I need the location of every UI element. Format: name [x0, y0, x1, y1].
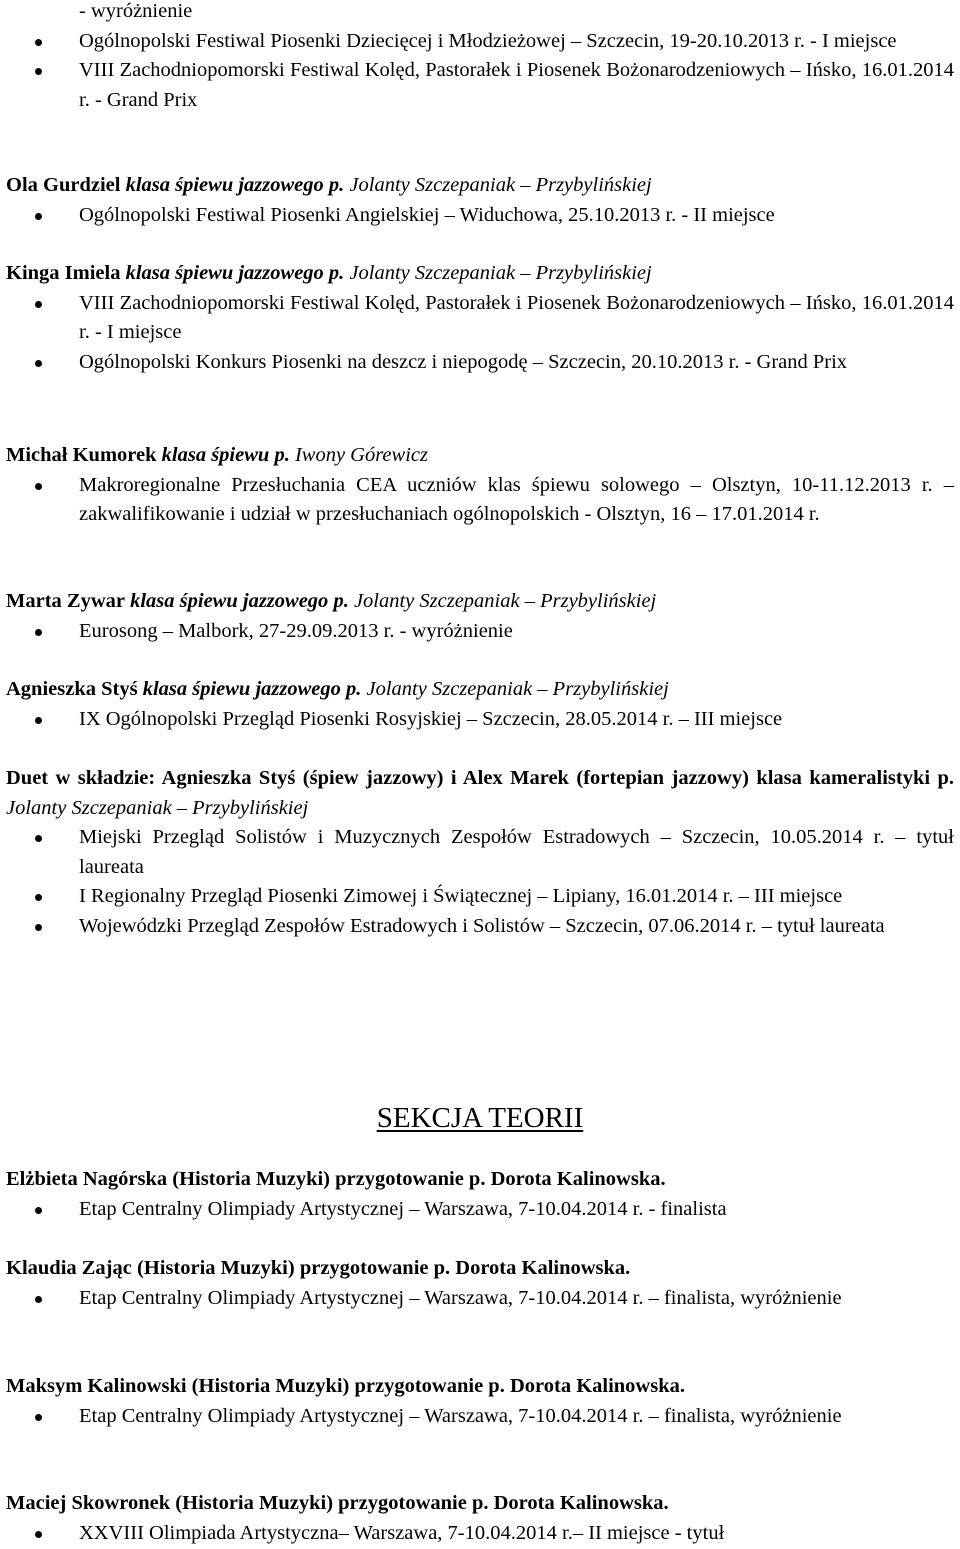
student-heading [6, 259, 954, 289]
student-name: Agnieszka Styś [6, 678, 138, 700]
section-title: SEKCJA TEORII [376, 1102, 584, 1134]
theory-heading-text: Maksym Kalinowski (Historia Muzyki) przygotowanie p. Dorota Kalinowska. [6, 1375, 685, 1397]
list-item: XXVIII Olimpiada Artystyczna– Warszawa, 7-10.04.2014 r.– II miejsce - tytuł [6, 1519, 954, 1549]
achievement-list [6, 0, 954, 115]
teacher-prefix: p. [333, 590, 349, 612]
student-heading [6, 675, 954, 705]
list-item: Makroregionalne Przesłuchania CEA uczniów klas śpiewu solowego – Olsztyn, 10-11.12.2013 r. – zakwalifikowanie i udział w przesłuchaniach ogólnopolskich - Olsztyn, 16 – 17.01.2014 r. [6, 471, 954, 530]
theory-heading-text: Maciej Skowronek (Historia Muzyki) przygotowanie p. Dorota Kalinowska. [6, 1492, 669, 1514]
achievement-list [6, 1195, 954, 1225]
achievement-block [6, 675, 954, 734]
duet-title: Duet w składzie: Agnieszka Styś (śpiew jazzowy) i Alex Marek (fortepian jazzowy) klasa kameralistyki [6, 767, 931, 789]
achievement-block [6, 259, 954, 377]
teacher-prefix: p. [346, 678, 362, 700]
achievement-block [6, 441, 954, 530]
teacher-prefix: p. [328, 174, 345, 196]
student-name: Michał Kumorek [6, 444, 157, 466]
duet-heading [6, 764, 954, 823]
theory-heading [6, 1489, 954, 1519]
list-item: I Regionalny Przegląd Piosenki Zimowej i Świątecznej – Lipiany, 16.01.2014 r. – III miejsce [6, 882, 954, 912]
theory-block [6, 1372, 954, 1431]
achievement-list [6, 617, 954, 647]
achievement-list [6, 289, 954, 378]
theory-block [6, 1489, 954, 1548]
list-item: Miejski Przegląd Solistów i Muzycznych Zespołów Estradowych – Szczecin, 10.05.2014 r. – tytuł laureata [6, 823, 954, 882]
theory-heading [6, 1165, 954, 1195]
student-heading [6, 587, 954, 617]
teacher-name: Iwony Górewicz [294, 444, 428, 466]
class-name: klasa śpiewu jazzowego [142, 678, 341, 700]
class-name: klasa śpiewu [161, 444, 270, 466]
list-item: Etap Centralny Olimpiady Artystycznej – Warszawa, 7-10.04.2014 r. – finalista, wyróżnienie [6, 1284, 954, 1314]
list-item: - wyróżnienie [79, 0, 193, 22]
theory-block [6, 1165, 954, 1224]
theory-heading-text: Elżbieta Nagórska (Historia Muzyki) przygotowanie p. Dorota Kalinowska. [6, 1168, 666, 1190]
achievement-list [6, 1519, 954, 1549]
teacher-prefix: p. [328, 262, 345, 284]
list-item: Ogólnopolski Festiwal Piosenki Angielskiej – Widuchowa, 25.10.2013 r. - II miejsce [6, 201, 954, 231]
teacher-name: Jolanty Szczepaniak – Przybylińskiej [353, 590, 657, 612]
class-name: klasa śpiewu jazzowego [125, 174, 324, 196]
teacher-name: Jolanty Szczepaniak – Przybylińskiej [6, 796, 309, 819]
list-item: IX Ogólnopolski Przegląd Piosenki Rosyjskiej – Szczecin, 28.05.2014 r. – III miejsce [6, 705, 954, 735]
list-item: Ogólnopolski Konkurs Piosenki na deszcz i niepogodę – Szczecin, 20.10.2013 r. - Grand Prix [6, 348, 954, 378]
theory-heading [6, 1254, 954, 1284]
teacher-prefix: p. [274, 444, 290, 466]
achievement-block [6, 0, 954, 115]
theory-heading [6, 1372, 954, 1402]
teacher-prefix: p. [937, 767, 955, 789]
list-item: Eurosong – Malbork, 27-29.09.2013 r. - wyróżnienie [6, 617, 954, 647]
list-item: Wojewódzki Przegląd Zespołów Estradowych i Solistów – Szczecin, 07.06.2014 r. – tytuł laureata [6, 912, 954, 942]
student-heading [6, 171, 954, 201]
student-name: Ola Gurdziel [6, 174, 121, 196]
list-item: Etap Centralny Olimpiady Artystycznej – Warszawa, 7-10.04.2014 r. – finalista, wyróżnienie [6, 1402, 954, 1432]
teacher-name: Jolanty Szczepaniak – Przybylińskiej [349, 262, 652, 284]
student-name: Marta Zywar [6, 590, 125, 612]
achievement-list [6, 1284, 954, 1314]
theory-block [6, 1254, 954, 1313]
list-item: VIII Zachodniopomorski Festiwal Kolęd, Pastorałek i Piosenek Bożonarodzeniowych – Ińsko, 16.01.2014 r. - Grand Prix [6, 56, 954, 115]
achievement-list [6, 471, 954, 530]
theory-heading-text: Klaudia Zając (Historia Muzyki) przygotowanie p. Dorota Kalinowska. [6, 1257, 631, 1279]
class-name: klasa śpiewu jazzowego [125, 262, 324, 284]
list-item: Ogólnopolski Festiwal Piosenki Dziecięcej i Młodzieżowej – Szczecin, 19-20.10.2013 r. - I miejsce [6, 27, 954, 57]
class-name: klasa śpiewu jazzowego [130, 590, 329, 612]
achievement-list [6, 1402, 954, 1432]
teacher-name: Jolanty Szczepaniak – Przybylińskiej [349, 174, 652, 196]
achievement-block [6, 764, 954, 941]
achievement-list [6, 201, 954, 231]
achievement-block [6, 171, 954, 230]
achievement-list [6, 823, 954, 941]
list-item: VIII Zachodniopomorski Festiwal Kolęd, Pastorałek i Piosenek Bożonarodzeniowych – Ińsko, 16.01.2014 r. - I miejsce [6, 289, 954, 348]
student-heading [6, 441, 954, 471]
achievement-block [6, 587, 954, 646]
teacher-name: Jolanty Szczepaniak – Przybylińskiej [366, 678, 669, 700]
list-item: Etap Centralny Olimpiady Artystycznej – Warszawa, 7-10.04.2014 r. - finalista [6, 1195, 954, 1225]
student-name: Kinga Imiela [6, 262, 121, 284]
achievement-list [6, 705, 954, 735]
